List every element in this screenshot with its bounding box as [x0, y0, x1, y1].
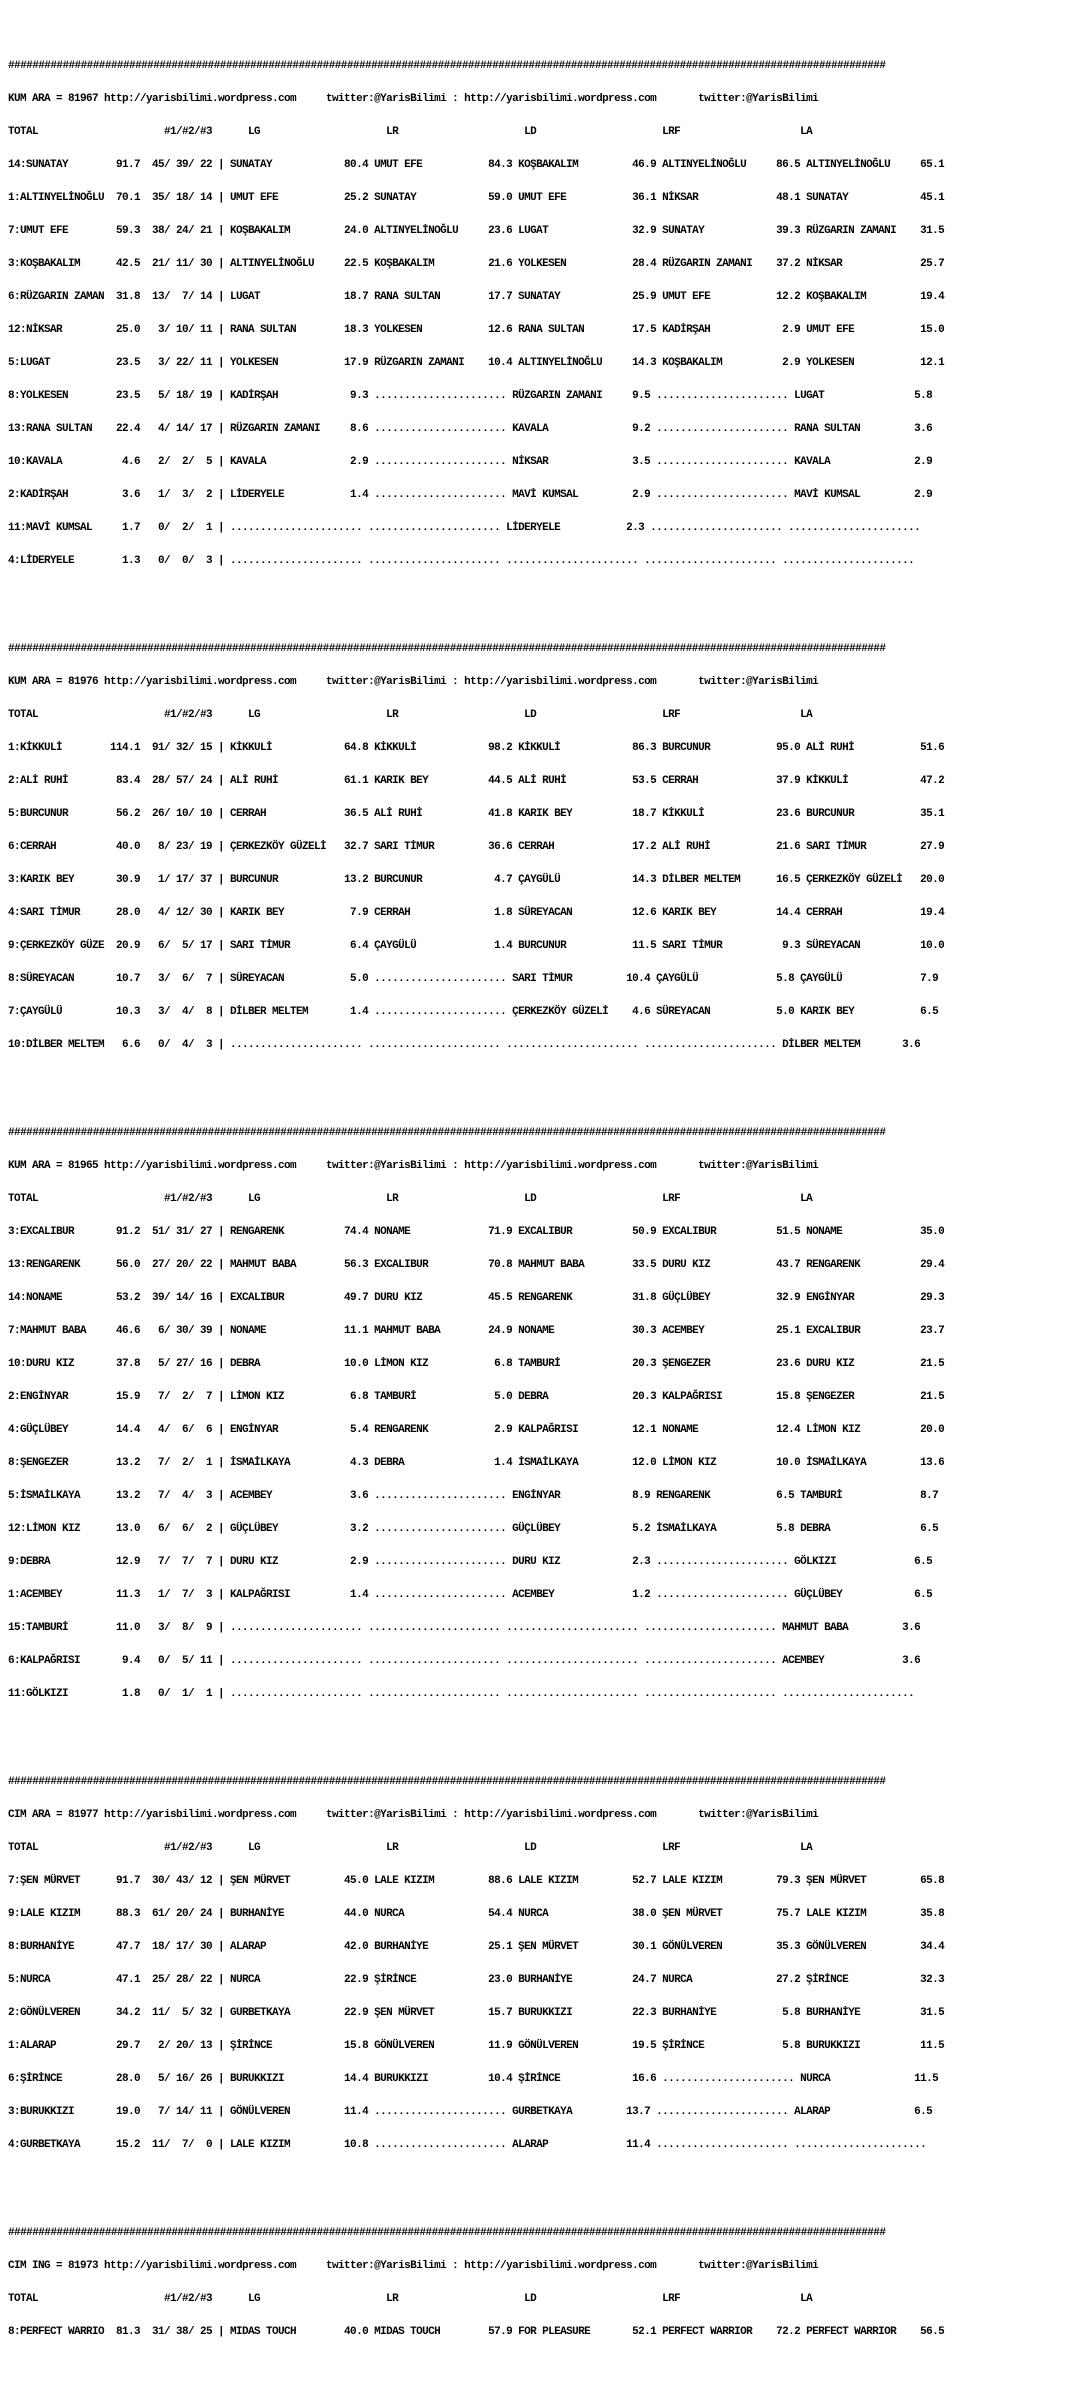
table-row: 4:SARI TİMUR 28.0 4/ 12/ 30 | KARIK BEY 7.9 CERRAH 1.8 SÜREYACAN 12.6 KARIK BEY 14.4 CERRAH 19.4	[8, 907, 945, 919]
table-row: 14:NONAME 53.2 39/ 14/ 16 | EXCALIBUR 49.7 DURU KIZ 45.5 RENGARENK 31.8 GÜÇLÜBEY 32.9 ENGİNYAR 29.3	[8, 1292, 945, 1304]
race-stats-sheet	[8, 6, 1074, 2382]
table-row: 3:BURUKKIZI 19.0 7/ 14/ 11 | GÖNÜLVEREN 11.4 ...................... GURBETKAYA 13.7 ...................... ALARAP 6.5	[8, 2106, 933, 2118]
table-row: 4:GURBETKAYA 15.2 11/ 7/ 0 | LALE KIZIM 10.8 ...................... ALARAP 11.4 ...................... ......................	[8, 2139, 927, 2151]
table-row: 1:ACEMBEY 11.3 1/ 7/ 3 | KALPAĞRISI 1.4 ...................... ACEMBEY 1.2 ...................... GÜÇLÜBEY 6.5	[8, 1589, 933, 1601]
separator-line: #################################################################################################################################################	[8, 1776, 886, 1788]
table-row: 13:RENGARENK 56.0 27/ 20/ 22 | MAHMUT BABA 56.3 EXCALIBUR 70.8 MAHMUT BABA 33.5 DURU KIZ 43.7 RENGARENK 29.4	[8, 1259, 945, 1271]
column-headers: TOTAL #1/#2/#3 LG LR LD LRF LA	[8, 1842, 813, 1854]
table-row: 2:KADİRŞAH 3.6 1/ 3/ 2 | LİDERYELE 1.4 ...................... MAVİ KUMSAL 2.9 ...................... MAVİ KUMSAL 2.9	[8, 489, 933, 501]
column-headers: TOTAL #1/#2/#3 LG LR LD LRF LA	[8, 709, 813, 721]
race-header: KUM ARA = 81965 http://yarisbilimi.wordpress.com twitter:@YarisBilimi : http://yarisbilimi.wordpress.com twitter:@YarisBilimi	[8, 1160, 819, 1172]
race-header: CIM ING = 81973 http://yarisbilimi.wordpress.com twitter:@YarisBilimi : http://yarisbilimi.wordpress.com twitter:@YarisBilimi	[8, 2260, 819, 2272]
table-row: 1:ALTINYELİNOĞLU 70.1 35/ 18/ 14 | UMUT EFE 25.2 SUNATAY 59.0 UMUT EFE 36.1 NİKSAR 48.1 SUNATAY 45.1	[8, 192, 945, 204]
table-row: 5:İSMAİLKAYA 13.2 7/ 4/ 3 | ACEMBEY 3.6 ...................... ENGİNYAR 8.9 RENGARENK 6.5 TAMBURİ 8.7	[8, 1490, 939, 1502]
table-row: 3:KOŞBAKALIM 42.5 21/ 11/ 30 | ALTINYELİNOĞLU 22.5 KOŞBAKALIM 21.6 YOLKESEN 28.4 RÜZGARIN ZAMANI 37.2 NİKSAR 25.7	[8, 258, 945, 270]
table-row: 4:GÜÇLÜBEY 14.4 4/ 6/ 6 | ENGİNYAR 5.4 RENGARENK 2.9 KALPAĞRISI 12.1 NONAME 12.4 LİMON KIZ 20.0	[8, 1424, 945, 1436]
race-block	[8, 2206, 1074, 2360]
race-header: KUM ARA = 81967 http://yarisbilimi.wordpress.com twitter:@YarisBilimi : http://yarisbilimi.wordpress.com twitter:@YarisBilimi	[8, 93, 819, 105]
table-row: 5:NURCA 47.1 25/ 28/ 22 | NURCA 22.9 ŞİRİNCE 23.0 BURHANİYE 24.7 NURCA 27.2 ŞİRİNCE 32.3	[8, 1974, 945, 1986]
column-headers: TOTAL #1/#2/#3 LG LR LD LRF LA	[8, 1193, 813, 1205]
separator-line: #################################################################################################################################################	[8, 60, 886, 72]
table-row: 14:SUNATAY 91.7 45/ 39/ 22 | SUNATAY 80.4 UMUT EFE 84.3 KOŞBAKALIM 46.9 ALTINYELİNOĞLU 86.5 ALTINYELİNOĞLU 65.1	[8, 159, 945, 171]
table-row: 3:KARIK BEY 30.9 1/ 17/ 37 | BURCUNUR 13.2 BURCUNUR 4.7 ÇAYGÜLÜ 14.3 DİLBER MELTEM 16.5 ÇERKEZKÖY GÜZELİ 20.0	[8, 874, 945, 886]
table-row: 12:LİMON KIZ 13.0 6/ 6/ 2 | GÜÇLÜBEY 3.2 ...................... GÜÇLÜBEY 5.2 İSMAİLKAYA 5.8 DEBRA 6.5	[8, 1523, 939, 1535]
table-row: 8:SÜREYACAN 10.7 3/ 6/ 7 | SÜREYACAN 5.0 ...................... SARI TİMUR 10.4 ÇAYGÜLÜ 5.8 ÇAYGÜLÜ 7.9	[8, 973, 939, 985]
table-row: 6:RÜZGARIN ZAMAN 31.8 13/ 7/ 14 | LUGAT 18.7 RANA SULTAN 17.7 SUNATAY 25.9 UMUT EFE 12.2 KOŞBAKALIM 19.4	[8, 291, 945, 303]
race-block	[8, 1755, 1074, 2173]
separator-line: #################################################################################################################################################	[8, 2227, 886, 2239]
table-row: 8:ŞENGEZER 13.2 7/ 2/ 1 | İSMAİLKAYA 4.3 DEBRA 1.4 İSMAİLKAYA 12.0 LİMON KIZ 10.0 İSMAİLKAYA 13.6	[8, 1457, 945, 1469]
race-block	[8, 1106, 1074, 1722]
table-row: 5:BURCUNUR 56.2 26/ 10/ 10 | CERRAH 36.5 ALİ RUHİ 41.8 KARIK BEY 18.7 KİKKULİ 23.6 BURCUNUR 35.1	[8, 808, 945, 820]
table-row: 11:GÖLKIZI 1.8 0/ 1/ 1 | ...................... ...................... ...................... ...................... ......................	[8, 1688, 915, 1700]
race-header: KUM ARA = 81976 http://yarisbilimi.wordpress.com twitter:@YarisBilimi : http://yarisbilimi.wordpress.com twitter:@YarisBilimi	[8, 676, 819, 688]
table-row: 5:LUGAT 23.5 3/ 22/ 11 | YOLKESEN 17.9 RÜZGARIN ZAMANI 10.4 ALTINYELİNOĞLU 14.3 KOŞBAKALIM 2.9 YOLKESEN 12.1	[8, 357, 945, 369]
table-row: 2:ENGİNYAR 15.9 7/ 2/ 7 | LİMON KIZ 6.8 TAMBURİ 5.0 DEBRA 20.3 KALPAĞRISI 15.8 ŞENGEZER 21.5	[8, 1391, 945, 1403]
race-header: CIM ARA = 81977 http://yarisbilimi.wordpress.com twitter:@YarisBilimi : http://yarisbilimi.wordpress.com twitter:@YarisBilimi	[8, 1809, 819, 1821]
table-row: 2:GÖNÜLVEREN 34.2 11/ 5/ 32 | GURBETKAYA 22.9 ŞEN MÜRVET 15.7 BURUKKIZI 22.3 BURHANİYE 5.8 BURHANİYE 31.5	[8, 2007, 945, 2019]
table-row: 15:TAMBURİ 11.0 3/ 8/ 9 | ...................... ...................... ...................... ...................... MAHMUT BABA 3.6	[8, 1622, 921, 1634]
table-row: 8:BURHANİYE 47.7 18/ 17/ 30 | ALARAP 42.0 BURHANİYE 25.1 ŞEN MÜRVET 30.1 GÖNÜLVEREN 35.3 GÖNÜLVEREN 34.4	[8, 1941, 945, 1953]
table-row: 4:LİDERYELE 1.3 0/ 0/ 3 | ...................... ...................... ...................... ...................... ......................	[8, 555, 915, 567]
table-row: 9:DEBRA 12.9 7/ 7/ 7 | DURU KIZ 2.9 ...................... DURU KIZ 2.3 ...................... GÖLKIZI 6.5	[8, 1556, 933, 1568]
table-row: 10:KAVALA 4.6 2/ 2/ 5 | KAVALA 2.9 ...................... NİKSAR 3.5 ...................... KAVALA 2.9	[8, 456, 933, 468]
table-row: 12:NİKSAR 25.0 3/ 10/ 11 | RANA SULTAN 18.3 YOLKESEN 12.6 RANA SULTAN 17.5 KADİRŞAH 2.9 UMUT EFE 15.0	[8, 324, 945, 336]
race-block	[8, 622, 1074, 1073]
separator-line: #################################################################################################################################################	[8, 643, 886, 655]
table-row: 9:ÇERKEZKÖY GÜZE 20.9 6/ 5/ 17 | SARI TİMUR 6.4 ÇAYGÜLÜ 1.4 BURCUNUR 11.5 SARI TİMUR 9.3 SÜREYACAN 10.0	[8, 940, 945, 952]
table-row: 6:KALPAĞRISI 9.4 0/ 5/ 11 | ...................... ...................... ...................... ...................... ACEMBEY 3.6	[8, 1655, 921, 1667]
table-row: 1:ALARAP 29.7 2/ 20/ 13 | ŞİRİNCE 15.8 GÖNÜLVEREN 11.9 GÖNÜLVEREN 19.5 ŞİRİNCE 5.8 BURUKKIZI 11.5	[8, 2040, 945, 2052]
column-headers: TOTAL #1/#2/#3 LG LR LD LRF LA	[8, 2293, 813, 2305]
column-headers: TOTAL #1/#2/#3 LG LR LD LRF LA	[8, 126, 813, 138]
table-row: 13:RANA SULTAN 22.4 4/ 14/ 17 | RÜZGARIN ZAMANI 8.6 ...................... KAVALA 9.2 ...................... RANA SULTAN 3.6	[8, 423, 933, 435]
table-row: 11:MAVİ KUMSAL 1.7 0/ 2/ 1 | ...................... ...................... LİDERYELE 2.3 ...................... ......................	[8, 522, 921, 534]
table-row: 9:LALE KIZIM 88.3 61/ 20/ 24 | BURHANİYE 44.0 NURCA 54.4 NURCA 38.0 ŞEN MÜRVET 75.7 LALE KIZIM 35.8	[8, 1908, 945, 1920]
table-row: 3:EXCALIBUR 91.2 51/ 31/ 27 | RENGARENK 74.4 NONAME 71.9 EXCALIBUR 50.9 EXCALIBUR 51.5 NONAME 35.0	[8, 1226, 945, 1238]
race-block	[8, 39, 1074, 589]
table-row: 8:YOLKESEN 23.5 5/ 18/ 19 | KADİRŞAH 9.3 ...................... RÜZGARIN ZAMANI 9.5 ...................... LUGAT 5.8	[8, 390, 933, 402]
table-row: 6:CERRAH 40.0 8/ 23/ 19 | ÇERKEZKÖY GÜZELİ 32.7 SARI TİMUR 36.6 CERRAH 17.2 ALİ RUHİ 21.6 SARI TİMUR 27.9	[8, 841, 945, 853]
table-row: 7:ÇAYGÜLÜ 10.3 3/ 4/ 8 | DİLBER MELTEM 1.4 ...................... ÇERKEZKÖY GÜZELİ 4.6 SÜREYACAN 5.0 KARIK BEY 6.5	[8, 1006, 939, 1018]
table-row: 7:MAHMUT BABA 46.6 6/ 30/ 39 | NONAME 11.1 MAHMUT BABA 24.9 NONAME 30.3 ACEMBEY 25.1 EXCALIBUR 23.7	[8, 1325, 945, 1337]
table-row: 10:DİLBER MELTEM 6.6 0/ 4/ 3 | ...................... ...................... ...................... ...................... DİLBER MELTEM 3.6	[8, 1039, 921, 1051]
separator-line: #################################################################################################################################################	[8, 1127, 886, 1139]
table-row: 7:ŞEN MÜRVET 91.7 30/ 43/ 12 | ŞEN MÜRVET 45.0 LALE KIZIM 88.6 LALE KIZIM 52.7 LALE KIZIM 79.3 ŞEN MÜRVET 65.8	[8, 1875, 945, 1887]
table-row: 10:DURU KIZ 37.8 5/ 27/ 16 | DEBRA 10.0 LİMON KIZ 6.8 TAMBURİ 20.3 ŞENGEZER 23.6 DURU KIZ 21.5	[8, 1358, 945, 1370]
table-row: 8:PERFECT WARRIO 81.3 31/ 38/ 25 | MIDAS TOUCH 40.0 MIDAS TOUCH 57.9 FOR PLEASURE 52.1 PERFECT WARRIOR 72.2 PERFECT WARRIOR 56.5	[8, 2326, 945, 2338]
table-row: 6:ŞİRİNCE 28.0 5/ 16/ 26 | BURUKKIZI 14.4 BURUKKIZI 10.4 ŞİRİNCE 16.6 ...................... NURCA 11.5	[8, 2073, 939, 2085]
table-row: 7:UMUT EFE 59.3 38/ 24/ 21 | KOŞBAKALIM 24.0 ALTINYELİNOĞLU 23.6 LUGAT 32.9 SUNATAY 39.3 RÜZGARIN ZAMANI 31.5	[8, 225, 945, 237]
table-row: 1:KİKKULİ 114.1 91/ 32/ 15 | KİKKULİ 64.8 KİKKULİ 98.2 KİKKULİ 86.3 BURCUNUR 95.0 ALİ RUHİ 51.6	[8, 742, 945, 754]
table-row: 2:ALİ RUHİ 83.4 28/ 57/ 24 | ALİ RUHİ 61.1 KARIK BEY 44.5 ALİ RUHİ 53.5 CERRAH 37.9 KİKKULİ 47.2	[8, 775, 945, 787]
